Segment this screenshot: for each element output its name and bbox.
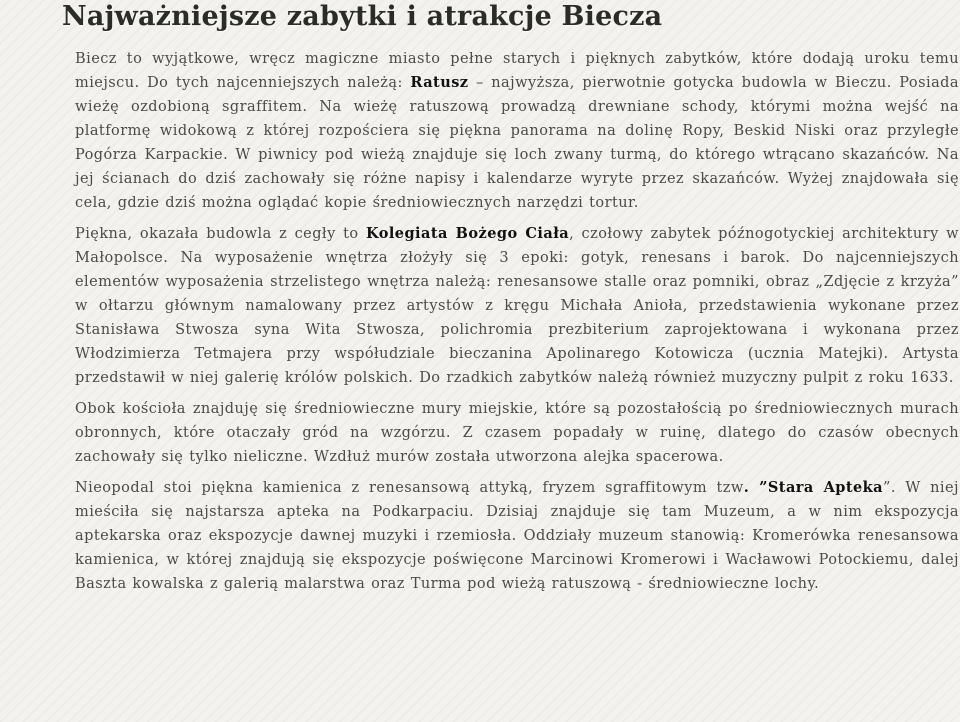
paragraph-text: , czołowy zabytek późnogotyckiej architektury w Małopolsce. Na wyposażenie wnętrza złożyły się 3 epoki: gotyk, renesans i barok. Do najcenniejszych elementów wyposażenia strzelistego wnętrza należą: renesansowe stalle oraz pomniki, obraz „Zdjęcie z krzyża” w ołtarzu głównym namalowany przez artystów z kręgu Michała Anioła, przedstawienia wykonane przez Stanisława Stwosza syna Wita Stwosza, polichromia prezbiterium zaprojektowana i wykonana przez Włodzimierza Tetmajera przy współudziale bieczanina Apolinarego Kotowicza (ucznia Matejki). Artysta przedstawił w niej galerię królów polskich. Do rzadkich zabytków należą również muzyczny pulpit z roku 1633. xyxy=(75,226,959,386)
highlight-ratusz: Ratusz xyxy=(410,74,469,91)
paragraph-apteka xyxy=(75,476,959,596)
article-body xyxy=(75,47,959,603)
highlight-kolegiata: Kolegiata Bożego Ciała xyxy=(365,225,570,242)
paragraph-text: Nieopodal stoi piękna kamienica z renesansową attyką, fryzem sgraffitowym tzw xyxy=(75,480,744,496)
highlight-stara-apteka: . ”Stara Apteka xyxy=(743,479,884,496)
paragraph-mury xyxy=(75,397,959,469)
paragraph-kolegiata xyxy=(75,222,959,390)
paragraph-text: Biecz to wyjątkowe, wręcz magiczne miasto pełne starych i pięknych zabytków, które dodają uroku temu miejscu. Do tych najcenniejszych należą: xyxy=(75,51,959,91)
page-title: Najważniejsze zabytki i atrakcje Biecza xyxy=(62,1,663,32)
paragraph-text: – najwyższa, pierwotnie gotycka budowla w Bieczu. Posiada wieżę ozdobioną sgraffitem. Na wieżę ratuszową prowadzą drewniane schody, którymi można wejść na platformę widokową z której rozpościera się piękna panorama na dolinę Ropy, Beskid Niski oraz przyległe Pogórza Karpackie. W piwnicy pod wieżą znajduje się loch zwany turmą, do którego wtrącano skazańców. Na jej ścianach do dziś zachowały się różne napisy i kalendarze wyryte przez skazańców. Wyżej znajdowała się cela, gdzie dziś można oglądać kopie średniowiecznych narzędzi tortur. xyxy=(75,75,959,211)
paragraph-ratusz xyxy=(75,47,959,215)
paragraph-text: Piękna, okazała budowla z cegły to xyxy=(75,226,366,242)
paragraph-text: ”. W niej mieściła się najstarsza apteka na Podkarpaciu. Dzisiaj znajduje się tam Muzeum, a w nim ekspozycja aptekarska oraz ekspozycje dawnej muzyki i rzemiosła. Oddziały muzeum stanowią: Kromerówka renesansowa kamienica, w której znajdują się ekspozycje poświęcone Marcinowi Kromerowi i Wacławowi Potockiemu, dalej Baszta kowalska z galerią malarstwa oraz Turma pod wieżą ratuszową - średniowieczne lochy. xyxy=(75,480,959,592)
paragraph-text: Obok kościoła znajduję się średniowieczne mury miejskie, które są pozostałością po średniowiecznych murach obronnych, które otaczały gród na wzgórzu. Z czasem popadały w ruinę, dlatego do czasów obecnych zachowały się tylko nieliczne. Wzdłuż murów została utworzona alejka spacerowa. xyxy=(75,401,959,465)
